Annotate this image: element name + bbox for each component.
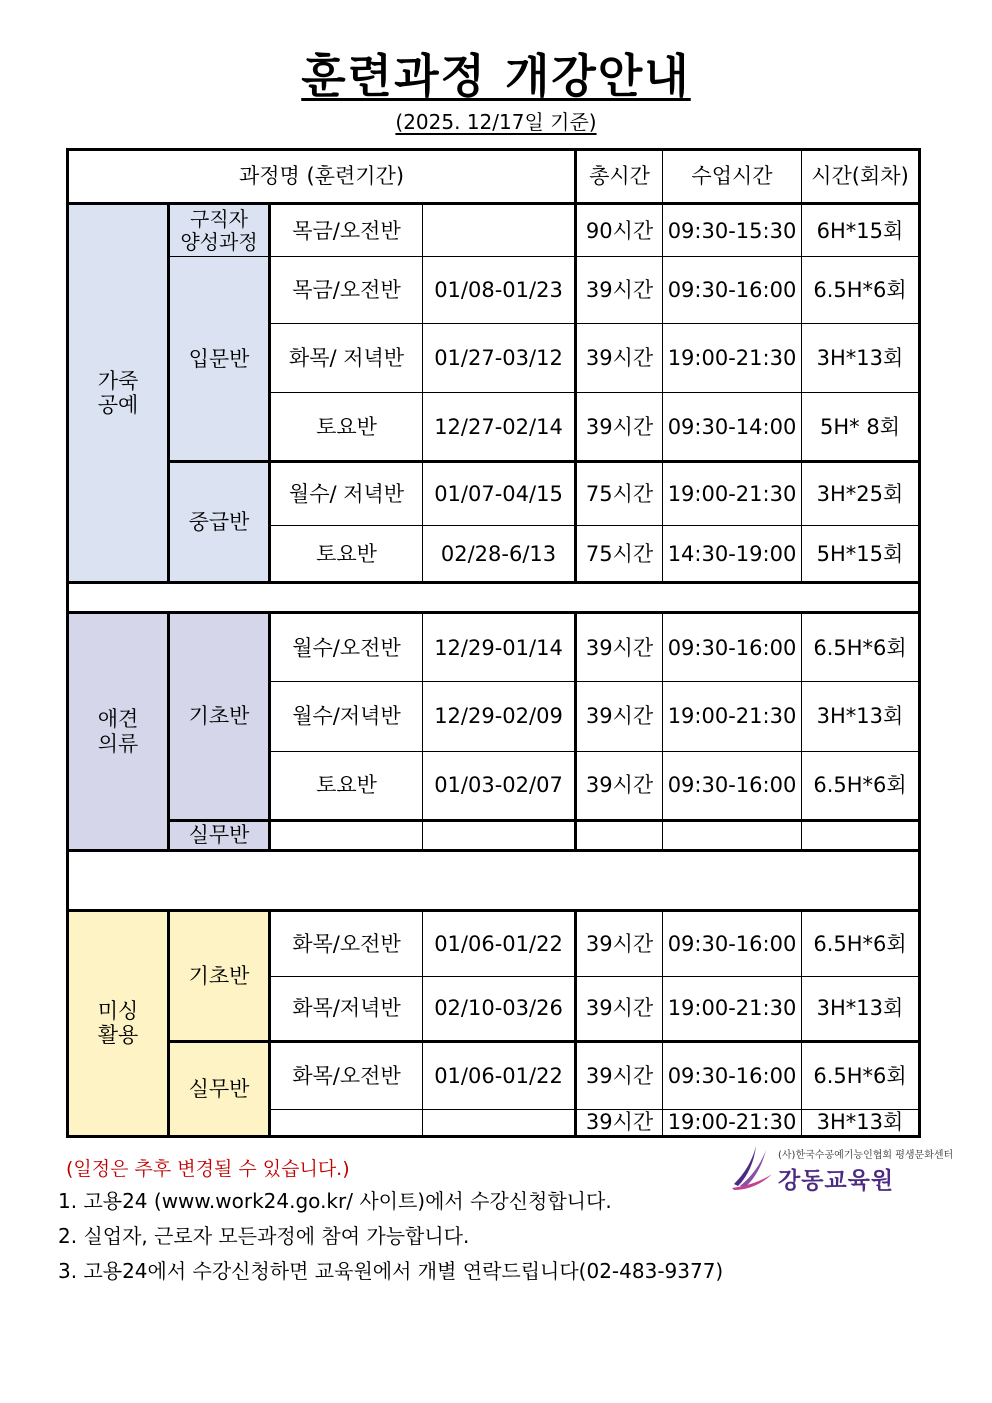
period-cell: 12/29-01/14 — [423, 613, 576, 682]
table-row — [68, 910, 920, 976]
period-cell: 01/08-01/23 — [423, 257, 576, 324]
hours-cell: 6.5H*6회 — [802, 751, 920, 820]
organization-logo — [730, 1144, 954, 1194]
subgroup-jobseeker: 구직자 양성과정 — [169, 204, 270, 257]
swoosh-logo-icon — [730, 1144, 774, 1190]
hours-cell: 5H*15회 — [802, 526, 920, 583]
total-cell: 39시간 — [576, 1109, 663, 1136]
time-cell: 09:30-16:00 — [663, 1041, 802, 1109]
instruction-item: 3. 고용24에서 수강신청하면 교육원에서 개별 연락드립니다(02-483-9377) — [58, 1259, 724, 1283]
period-cell: 12/27-02/14 — [423, 393, 576, 462]
header-hours-sessions: 시간(회차) — [802, 150, 920, 204]
time-cell — [663, 820, 802, 850]
header-course: 과정명 (훈련기간) — [68, 150, 576, 204]
period-cell: 12/29-02/09 — [423, 682, 576, 751]
hours-cell: 3H*13회 — [802, 682, 920, 751]
period-cell: 01/03-02/07 — [423, 751, 576, 820]
organization-name: 강동교육원 — [778, 1168, 895, 1194]
session-cell: 토요반 — [270, 751, 423, 820]
table-row — [68, 1041, 920, 1109]
hours-cell: 6H*15회 — [802, 204, 920, 257]
subgroup-basic: 기초반 — [169, 613, 270, 820]
table-row — [68, 462, 920, 526]
total-cell: 39시간 — [576, 682, 663, 751]
instructions-list — [58, 1184, 723, 1289]
session-cell — [270, 1109, 423, 1136]
instruction-item: 2. 실업자, 근로자 모든과정에 참여 가능합니다. — [58, 1224, 470, 1248]
period-cell — [423, 820, 576, 850]
period-cell: 01/06-01/22 — [423, 910, 576, 976]
header-class-time: 수업시간 — [663, 150, 802, 204]
spacer-row — [68, 850, 920, 910]
period-cell: 02/10-03/26 — [423, 976, 576, 1041]
hours-cell — [802, 820, 920, 850]
session-cell: 화목/ 저녁반 — [270, 324, 423, 393]
period-cell: 01/07-04/15 — [423, 462, 576, 526]
time-cell: 19:00-21:30 — [663, 682, 802, 751]
session-cell: 화목/오전반 — [270, 910, 423, 976]
hours-cell: 5H* 8회 — [802, 393, 920, 462]
session-cell: 화목/오전반 — [270, 1041, 423, 1109]
period-cell: 01/27-03/12 — [423, 324, 576, 393]
session-cell: 토요반 — [270, 526, 423, 583]
session-cell: 월수/ 저녁반 — [270, 462, 423, 526]
time-cell: 19:00-21:30 — [663, 1109, 802, 1136]
spacer-cell — [68, 583, 920, 613]
hours-cell: 6.5H*6회 — [802, 910, 920, 976]
hours-cell: 3H*13회 — [802, 1109, 920, 1136]
time-cell: 19:00-21:30 — [663, 462, 802, 526]
time-cell: 14:30-19:00 — [663, 526, 802, 583]
period-cell: 01/06-01/22 — [423, 1041, 576, 1109]
session-cell: 목금/오전반 — [270, 257, 423, 324]
subgroup-basic: 기초반 — [169, 910, 270, 1041]
total-cell: 39시간 — [576, 393, 663, 462]
header-total-hours: 총시간 — [576, 150, 663, 204]
session-cell: 토요반 — [270, 393, 423, 462]
subgroup-intermediate: 중급반 — [169, 462, 270, 583]
page-subtitle: (2025. 12/17일 기준) — [395, 110, 597, 134]
subgroup-intro: 입문반 — [169, 257, 270, 462]
hours-cell: 6.5H*6회 — [802, 1041, 920, 1109]
total-cell: 39시간 — [576, 324, 663, 393]
page-title: 훈련과정 개강안내 — [301, 49, 691, 103]
group-pet-clothing: 애견 의류 — [68, 613, 169, 850]
schedule-table — [66, 148, 921, 1138]
hours-cell: 6.5H*6회 — [802, 613, 920, 682]
hours-cell: 3H*25회 — [802, 462, 920, 526]
period-cell — [423, 1109, 576, 1136]
session-cell: 화목/저녁반 — [270, 976, 423, 1041]
period-cell — [423, 204, 576, 257]
session-cell — [270, 820, 423, 850]
hours-cell: 3H*13회 — [802, 976, 920, 1041]
spacer-row — [68, 583, 920, 613]
time-cell: 19:00-21:30 — [663, 976, 802, 1041]
group-sewing: 미싱 활용 — [68, 910, 169, 1136]
total-cell: 39시간 — [576, 751, 663, 820]
time-cell: 19:00-21:30 — [663, 324, 802, 393]
total-cell: 39시간 — [576, 976, 663, 1041]
subgroup-practical: 실무반 — [169, 1041, 270, 1136]
total-cell: 39시간 — [576, 910, 663, 976]
time-cell: 09:30-15:30 — [663, 204, 802, 257]
total-cell: 39시간 — [576, 613, 663, 682]
total-cell — [576, 820, 663, 850]
session-cell: 월수/오전반 — [270, 613, 423, 682]
time-cell: 09:30-16:00 — [663, 257, 802, 324]
hours-cell: 6.5H*6회 — [802, 257, 920, 324]
table-row — [68, 257, 920, 324]
time-cell: 09:30-16:00 — [663, 613, 802, 682]
time-cell: 09:30-14:00 — [663, 393, 802, 462]
session-cell: 목금/오전반 — [270, 204, 423, 257]
total-cell: 39시간 — [576, 1041, 663, 1109]
total-cell: 75시간 — [576, 462, 663, 526]
table-row — [68, 613, 920, 682]
table-header-row — [68, 150, 920, 204]
table-row — [68, 820, 920, 850]
table-row — [68, 204, 920, 257]
total-cell: 75시간 — [576, 526, 663, 583]
spacer-cell — [68, 850, 920, 910]
schedule-change-note: (일정은 추후 변경될 수 있습니다.) — [66, 1158, 350, 1180]
hours-cell: 3H*13회 — [802, 324, 920, 393]
group-leather: 가죽 공예 — [68, 204, 169, 583]
time-cell: 09:30-16:00 — [663, 910, 802, 976]
time-cell: 09:30-16:00 — [663, 751, 802, 820]
subgroup-practical: 실무반 — [169, 820, 270, 850]
instruction-item: 1. 고용24 (www.work24.go.kr/ 사이트)에서 수강신청합니다. — [58, 1189, 612, 1213]
session-cell: 월수/저녁반 — [270, 682, 423, 751]
organization-subtitle: (사)한국수공예기능인협회 평생문화센터 — [778, 1150, 954, 1161]
period-cell: 02/28-6/13 — [423, 526, 576, 583]
total-cell: 90시간 — [576, 204, 663, 257]
total-cell: 39시간 — [576, 257, 663, 324]
